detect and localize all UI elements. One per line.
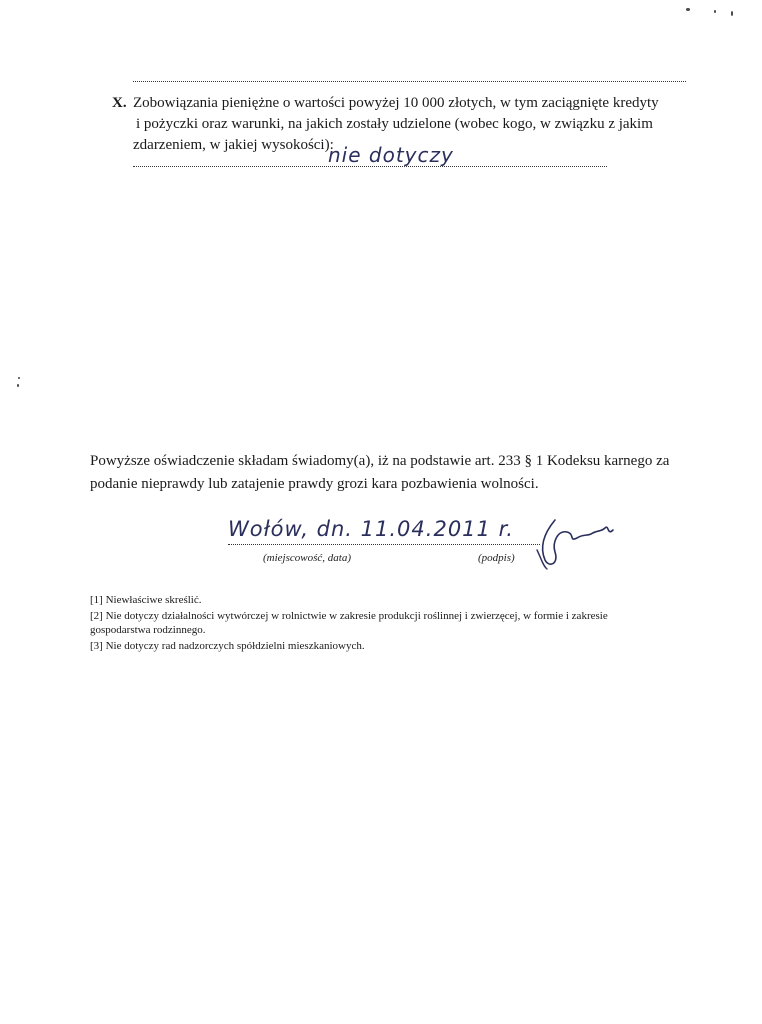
footnote-2: [2] Nie dotyczy działalności wytwórczej w rolnictwie w zakresie produkcji roślinnej i zwierzęcej, w formie i zakresie [90,610,608,622]
statement-paragraph [90,450,690,496]
statement-line-1: Powyższe oświadczenie składam świadomy(a), iż na podstawie art. 233 § 1 Kodeksu karnego za [90,453,670,469]
section-text-line-3: zdarzeniem, w jakiej wysokości): [133,137,334,153]
place-date-handwriting: Wołów, dn. 11.04.2011 r. [228,517,514,541]
section-text-line-1: Zobowiązania pieniężne o wartości powyżej 10 000 złotych, w tym zaciągnięte kredyty [133,95,659,111]
dotted-line-top [133,81,686,82]
footnote-2-continuation: gospodarstwa rodzinnego. [90,624,206,636]
signature-caption: (podpis) [478,552,515,564]
section-text-line-2: i pożyczki oraz warunki, na jakich zostały udzielone (wobec kogo, w związku z jakim [136,116,653,132]
statement-line-2: podanie nieprawdy lub zatajenie prawdy grozi kara pozbawienia wolności. [90,476,539,492]
place-date-caption: (miejscowość, data) [263,552,351,564]
scan-speck [686,8,690,11]
scan-speck [18,377,20,379]
answer-handwriting: nie dotyczy [328,143,454,167]
scan-speck [714,10,716,13]
footnote-1: [1] Niewłaściwe skreślić. [90,594,202,606]
scan-speck [731,11,733,16]
signature-image [525,512,615,572]
section-number: X. [112,95,127,111]
footnotes [90,593,710,653]
signature-stroke [543,520,613,564]
footnote-3: [3] Nie dotyczy rad nadzorczych spółdzielni mieszkaniowych. [90,640,365,652]
place-date-dotted-line [228,544,540,545]
scan-speck [17,384,19,387]
